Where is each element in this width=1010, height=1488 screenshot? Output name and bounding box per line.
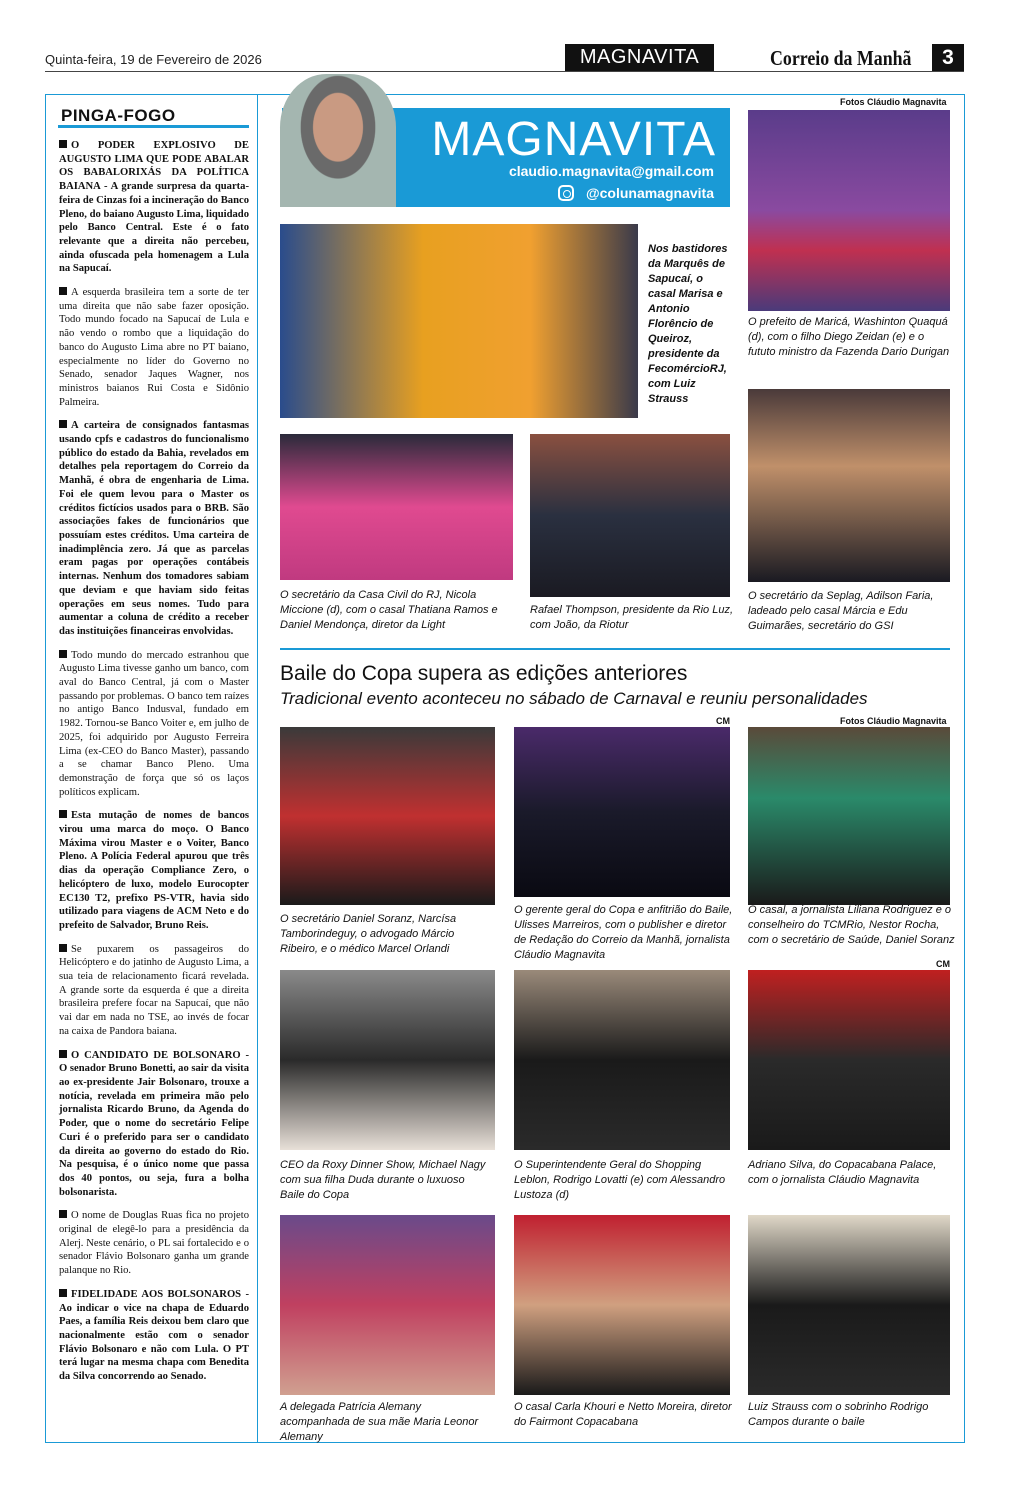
bullet-square-icon <box>59 420 67 428</box>
column-item <box>59 809 249 932</box>
column-title-rule <box>58 125 249 128</box>
instagram-icon <box>558 185 574 201</box>
photo-caption: O secretário Daniel Soranz, Narcísa Tamborindeguy, o advogado Márcio Ribeiro, e o médico Marcel Orlandi <box>280 913 457 955</box>
photo <box>280 434 513 580</box>
column-item-text: Esta mutação de nomes de bancos virou uma marca do moço. O Banco Máxima virou Master e o Voiter, Banco Pleno. A Polícia Federal apurou que três dias da operação Compliance Zero, o helicóptero de luxo, modelo Eurocopter EC130 T2, prefixo PS-VTR, havia sido utilizado para viagens de ACM Neto e do prefeito de Salvador, Bruno Reis. <box>59 810 249 931</box>
banner-email[interactable]: claudio.magnavita@gmail.com <box>508 163 714 179</box>
photo-caption: Nos bastidores da Marquês de Sapucaí, o casal Marisa e Antonio Florêncio de Queiroz, presidente da FecomércioRJ, com Luiz Strauss <box>648 243 728 405</box>
column-item-text: Se puxarem os passageiros do Helicóptero e do jatinho de Augusto Lima, a sua teia de relacionamento ficará revelada. A grande sorte da esquerda é que a direita brasileira prefere focar na Sapucaí, que não vai dar em nada no TSE, ao invés de focar na caixa de Pandora baiana. <box>59 943 249 1037</box>
photo-credit-cm: CM <box>936 959 950 969</box>
column-item <box>59 419 249 638</box>
photo <box>280 1215 495 1395</box>
photo <box>748 1215 950 1395</box>
column-title: PINGA-FOGO <box>61 106 176 125</box>
column-item-text: O CANDIDATO DE BOLSONARO - O senador Bruno Bonetti, ao sair da visita ao ex-presidente Jair Bolsonaro, trouxe a notícia, revelada em primeira mão pelo jornalista Ricardo Bruno, da Agenda do Poder, que o nome do secretário Felipe Curi é o preferido para ser o candidato da direita ao governo do estado do Rio. Na pesquisa, é o único nome que passa dos 40 pontos, ou seja, fura a bolha bolsonarista. <box>59 1049 249 1198</box>
bullet-square-icon <box>59 1289 67 1297</box>
photo-caption: O gerente geral do Copa e anfitrião do Baile, Ulisses Marreiros, com o publisher e diretor de Redação do Correio da Manhã, jornalista Cláudio Magnavita <box>514 904 733 961</box>
photo-caption: Adriano Silva, do Copacabana Palace, com o jornalista Cláudio Magnavita <box>748 1159 937 1186</box>
bullet-square-icon <box>59 1050 67 1058</box>
article-headline: Baile do Copa supera as edições anteriores <box>280 662 688 685</box>
photo-caption: O casal, a jornalista Liliana Rodriguez e o conselheiro do TCMRio, Nestor Rocha, com o secretário de Saúde, Daniel Soranz <box>748 904 955 946</box>
photo <box>748 727 950 905</box>
instagram-handle: @colunamagnavita <box>585 185 714 201</box>
photo-credit-cm: CM <box>716 716 730 726</box>
photo <box>280 727 495 905</box>
bullet-square-icon <box>59 944 67 952</box>
photo-caption: Rafael Thompson, presidente da Rio Luz, com João, da Riotur <box>530 604 734 631</box>
column-item-text: FIDELIDADE AOS BOLSONAROS - Ao indicar o vice na chapa de Eduardo Paes, a família Reis deixou bem claro que nacionalmente estão com o senador Flávio Bolsonaro e não com Lula. O PT terá lugar na mesma chapa com Benedita da Silva concorrendo ao Senado. <box>59 1288 249 1383</box>
column-item-text: A esquerda brasileira tem a sorte de ter uma direita que não sabe fazer oposição. Todo mundo focado na Sapucaí de Lula e não vendo o rombo que a liquidação do banco do Augusto Lima abre no PT baiano, especialmente no líder do Governo no Senado, senador Jaques Wagner, nos ministros baianos Rui Costa e Sidônio Palmeira. <box>59 287 249 408</box>
column-item <box>59 139 249 276</box>
photo <box>748 970 950 1150</box>
bullet-square-icon <box>59 810 67 818</box>
article-subheadline: Tradicional evento aconteceu no sábado de Carnaval e reuniu personalidades <box>280 689 868 708</box>
bullet-square-icon <box>59 1210 67 1218</box>
photo <box>280 970 495 1150</box>
header-rule <box>45 71 964 72</box>
section-divider <box>280 648 950 650</box>
photo-caption: CEO da Roxy Dinner Show, Michael Nagy com sua filha Duda durante o luxuoso Baile do Copa <box>280 1159 486 1201</box>
column-item <box>59 1209 249 1278</box>
column-item-text: O nome de Douglas Ruas fica no projeto original de elegê-lo para a presidência da Alerj. Neste cenário, o PL sai fortalecido e o senador Flávio Bolsonaro ganha um grande palanque no Rio. <box>59 1210 249 1277</box>
photo-caption: Luiz Strauss com o sobrinho Rodrigo Campos durante o baile <box>748 1401 929 1428</box>
photo <box>514 970 730 1150</box>
column-item <box>59 1288 249 1384</box>
banner-instagram[interactable] <box>558 185 714 201</box>
photo <box>280 224 638 418</box>
column-item <box>59 649 249 800</box>
section-label: MAGNAVITA <box>565 44 714 71</box>
photo-caption: O prefeito de Maricá, Washinton Quaquá (d), com o filho Diego Zeidan (e) e o fututo ministro da Fazenda Dario Durigan <box>748 316 950 358</box>
photo <box>748 389 950 582</box>
column-item-text: A carteira de consignados fantasmas usando cpfs e cadastros do funcionalismo público do estado da Bahia, revelados em detalhes pela reportagem do Correio da Manhã, é obra de engenharia de Lima. Foi ele quem levou para o Master os créditos fictícios usados para o BRB. São associações fakes de funcionários que possuíam estes créditos. Uma carteira de inadimplência zero. Já que as parcelas eram pagas por operações contábeis internas. Nenhum dos tomadores sabiam que deviam e que haviam sido feitas operações em seus nomes. Tudo para aumentar a coluna de crédito a receber das instituições financeiras envolvidas. <box>59 420 249 637</box>
photo-credit: Fotos Cláudio Magnavita <box>840 97 947 107</box>
photo-caption: A delegada Patrícia Alemany acompanhada de sua mãe Maria Leonor Alemany <box>280 1401 479 1443</box>
bullet-square-icon <box>59 140 67 148</box>
photo <box>530 434 730 597</box>
photo-caption: O Superintendente Geral do Shopping Leblon, Rodrigo Lovatti (e) com Alessandro Lustoza (d) <box>514 1159 726 1201</box>
bullet-square-icon <box>59 650 67 658</box>
issue-date: Quinta-feira, 19 de Fevereiro de 2026 <box>45 52 262 67</box>
pinga-fogo-column <box>59 139 249 1394</box>
column-item <box>59 1049 249 1200</box>
photo <box>748 110 950 311</box>
column-item <box>59 286 249 409</box>
column-item <box>59 943 249 1039</box>
bullet-square-icon <box>59 287 67 295</box>
column-item-text: O PODER EXPLOSIVO DE AUGUSTO LIMA QUE PODE ABALAR OS BABALORIXÁS DA POLÍTICA BAIANA - A grande surpresa da quarta-feira de Cinzas foi a incineração do Banco Pleno, do baiano Augusto Lima, liquidado pelo Banco Central. Este é o fato relevante que a direita não percebeu, ainda ofuscada pela homenagem a Lula na Sapucaí. <box>59 140 249 275</box>
photo-caption: O secretário da Casa Civil do RJ, Nicola Miccione (d), com o casal Thatiana Ramos e Daniel Mendonça, diretor da Light <box>280 589 498 631</box>
banner-title: MAGNAVITA <box>431 113 716 166</box>
photo <box>514 727 730 897</box>
photo-credit: Fotos Cláudio Magnavita <box>840 716 947 726</box>
photo-caption: O secretário da Seplag, Adilson Faria, ladeado pelo casal Márcia e Edu Guimarães, secretário do GSI <box>748 590 934 632</box>
page-number: 3 <box>932 44 964 71</box>
columnist-portrait <box>280 74 396 207</box>
newspaper-logo: Correio da Manhã <box>770 46 912 70</box>
photo-caption: O casal Carla Khouri e Netto Moreira, diretor do Fairmont Copacabana <box>514 1401 732 1428</box>
photo <box>514 1215 730 1395</box>
column-item-text: Todo mundo do mercado estranhou que Augusto Lima tivesse ganho um banco, com aval do Banco Central, já com o Master passando por problemas. O banco tem raízes no antigo Banco Indusval, fundado em 1982. Tornou-se Banco Voiter e, em julho de 2025, foi adquirido por Augusto Ferreira Lima (ex-CEO do Banco Master), passando a se chamar Banco Pleno. Uma demonstração de força que só os laços políticos explicam. <box>59 649 249 798</box>
